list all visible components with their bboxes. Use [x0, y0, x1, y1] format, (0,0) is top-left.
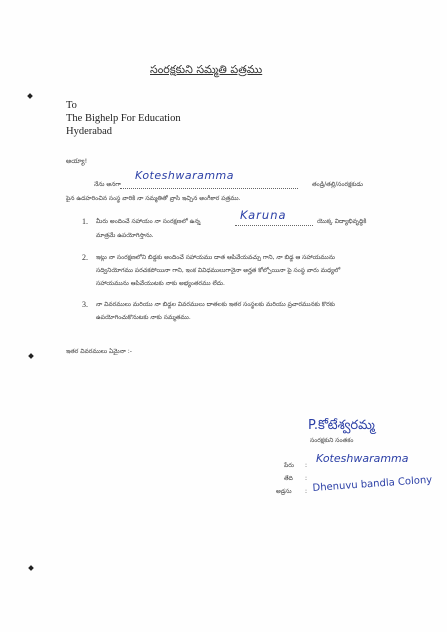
salutation: అయ్యా!	[66, 157, 88, 165]
handwritten-guardian-name: Koteshwaramma	[135, 169, 235, 182]
name-colon: :	[305, 462, 308, 469]
item-3-line-2: ఉపయోగించుకొనుటకు నాకు సమ్మతము.	[96, 314, 191, 321]
address-organization: The Bighelp For Education	[66, 113, 181, 124]
name-label: పేరు	[284, 462, 294, 469]
item-1-line-1-pre: మీరు అందించే సహాయం నా సంరక్షణలో ఉన్న	[96, 218, 201, 225]
signature-caption: సంరక్షకుని సంతకం	[310, 437, 354, 444]
address-city: Hyderabad	[66, 126, 113, 137]
item-3-number: 3.	[82, 300, 88, 309]
name-fill-line	[120, 188, 298, 189]
item-1-line-1-post: యొక్క విద్యాభివృద్ధికి	[317, 218, 367, 225]
address-colon: :	[305, 488, 308, 495]
child-fill-line	[235, 225, 313, 226]
handwritten-address-value: Dhenuvu bandla Colony	[312, 474, 433, 494]
item-1-number: 1.	[82, 217, 88, 226]
item-2-number: 2.	[82, 253, 88, 262]
document-title: సంరక్షకుని సమ్మతి పత్రము	[150, 63, 263, 76]
address-label: అడ్రసు	[276, 488, 292, 495]
handwritten-name-value: Koteshwaramma	[316, 452, 409, 465]
item-3-line-1: నా వివరములు మరియు నా బిడ్డల వివరములు దాతలకు ఇతర సంస్థలకు మరియు ప్రచారమునకు కొరకు	[96, 301, 335, 308]
item-2-line-1: ఇట్లు నా సంరక్షణలోని బిడ్డకు అందించే సహాయము దాత ఆపివేయవచ్చు గాని, నా బిడ్డ ఆ సహాయమును	[96, 254, 336, 261]
item-1-line-2: మాత్రమే ఉపయోగిస్తాను.	[96, 232, 154, 239]
address-to: To	[66, 100, 77, 111]
other-details-label: ఇతర వివరములు ఏమైనా :-	[66, 348, 132, 355]
date-colon: :	[305, 475, 308, 482]
intro-role: తండ్రి/తల్లి/సంరక్షకుడు	[312, 181, 363, 188]
handwritten-signature: P.కోటేశ్వరమ్మ	[308, 418, 375, 433]
intro-line-2: పైన ఉదహరించిన సంస్థ వారికి నా సమ్మతితో వ్రాసి ఇచ్చిన అంగీకార పత్రము.	[66, 195, 241, 202]
intro-lead: నేను అనగా	[94, 181, 121, 188]
margin-bullet-bottom	[28, 565, 34, 571]
date-label: తేది	[284, 475, 293, 482]
margin-bullet-top	[27, 93, 33, 99]
margin-bullet-middle	[28, 353, 34, 359]
item-2-line-3: సహాయమును ఆపివేయుటకు నాకు అభ్యంతరము లేదు.	[96, 280, 225, 287]
handwritten-child-name: Karuna	[240, 208, 287, 222]
item-2-line-2: సద్వినియోగము పరచకపోయినా గాని, ఇంక వివిధములుగానైనా అర్హత కోల్పోయినా పై సంస్థ వారు మధ్యలో	[96, 267, 341, 274]
